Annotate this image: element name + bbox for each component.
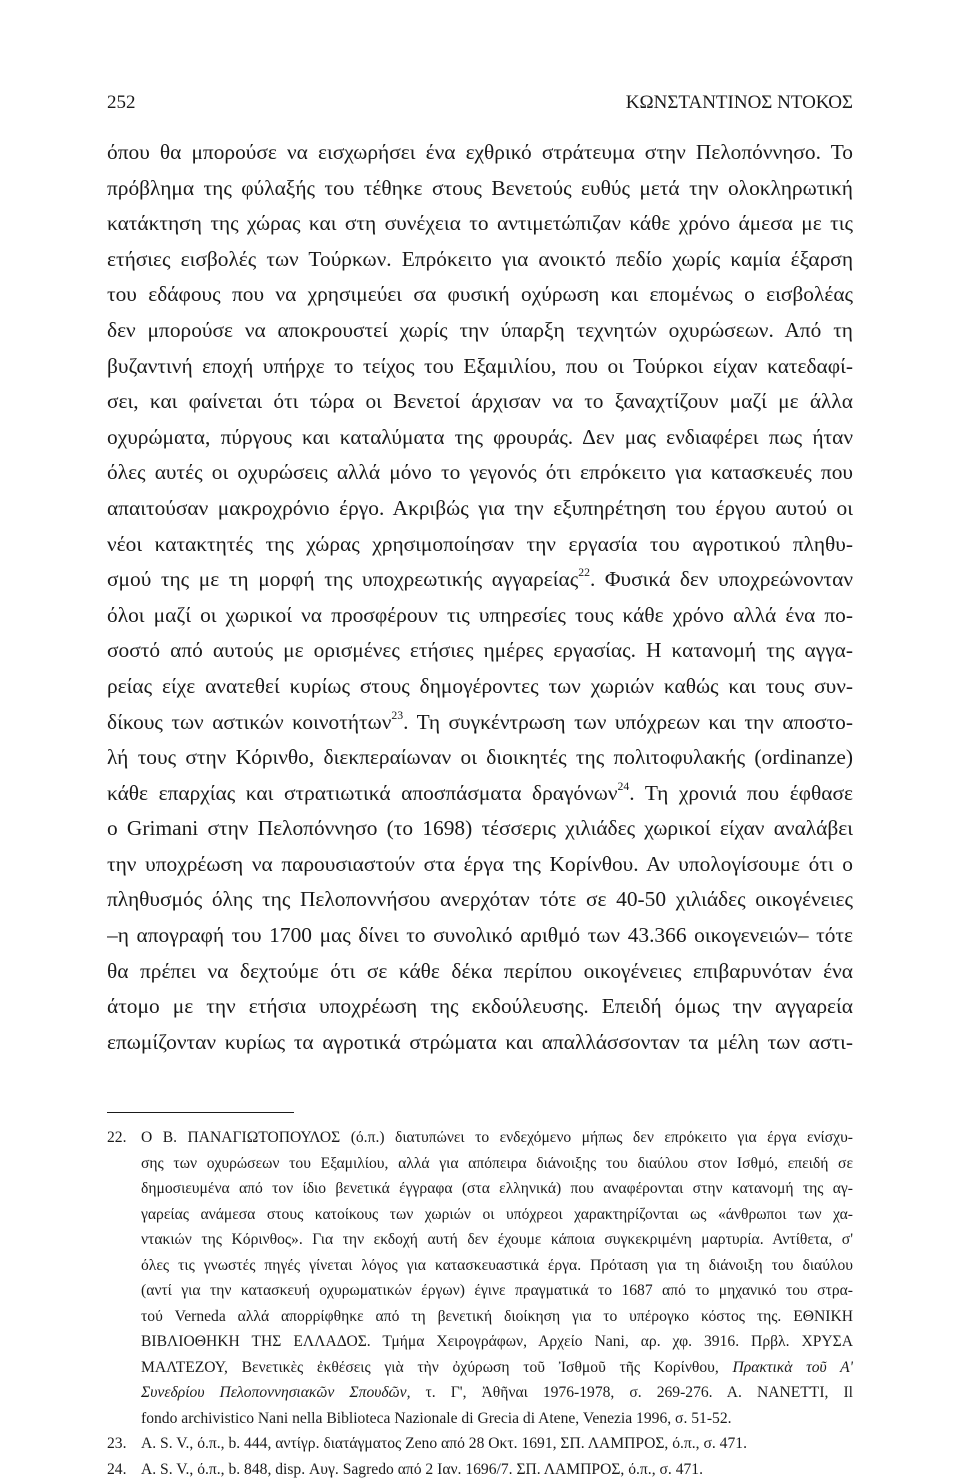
text-line: ετήσιες εισβολές των Τούρκων. Επρόκειτο για ανοικτό πεδίο χωρίς καμία έξαρση <box>107 242 853 278</box>
text-line <box>107 776 853 812</box>
footnote-line: γαρείας ανάμεσα στους κατοίκους των χωριών οι υπόχρεοι χαρακτηρίζονται ως «άνθρωποι των χα- <box>141 1202 853 1228</box>
footnote-line <box>141 1355 853 1381</box>
footnote-text <box>141 1457 853 1482</box>
text-line: σει, και φαίνεται ότι τώρα οι Βενετοί άρχισαν να το ξαναχτίζουν μαζί με άλλα <box>107 384 853 420</box>
text-line: απαιτούσαν μακροχρόνιο έργο. Ακριβώς για την εξυπηρέτηση του έργου αυτού οι <box>107 491 853 527</box>
footnote-line: ΒΙΒΛΙΟΘΗΚΗ ΤΗΣ ΕΛΛΑΔΟΣ. Τμήμα Χειρογράφων, Αρχείο Nani, αρ. χφ. 3916. Πρβλ. ΧΡΥΣΑ <box>141 1329 853 1355</box>
text-line: οχυρώματα, πύργους και καταλύματα της φρουράς. Δεν μας ενδιαφέρει πως ήταν <box>107 420 853 456</box>
footnote-ref-22[interactable]: 22 <box>578 566 590 579</box>
running-title: ΚΩΝΣΤΑΝΤΙΝΟΣ ΝΤΟΚΟΣ <box>626 92 853 114</box>
text-line <box>107 562 853 598</box>
text-line: νέοι κατακτητές της χώρας χρησιμοποίησαν την εργασία του αγροτικού πληθυ- <box>107 527 853 563</box>
footnote-line: όλες τις γνωστές πηγές γίνεται λόγος για κατασκευαστικά έργα. Πρόταση για τη διάνοιξη του διαύλου <box>141 1253 853 1279</box>
footnote-line: Ο Β. ΠΑΝΑΓΙΩΤΟΠΟΥΛΟΣ (ό.π.) διατυπώνει το ενδεχόμενο μήπως δεν επρόκειτο για έργα ενίσχυ- <box>141 1125 853 1151</box>
text-line: του εδάφους που να χρησιμεύει σα φυσική οχύρωση και επομένως ο εισβολέας <box>107 277 853 313</box>
text-line: λή τους στην Κόρινθο, διεκπεραίωναν οι διοικητές της πολιτοφυλακής (ordinanze) <box>107 740 853 776</box>
text-fragment: τ. Γ', Ἀθῆναι 1976-1978, σ. 269-276. Α. NANETTI, Il <box>410 1384 853 1401</box>
text-line: –η απογραφή του 1700 μας δίνει το συνολικό αριθμό των 43.366 οικογενειών– τότε <box>107 918 853 954</box>
footnote-line <box>141 1380 853 1406</box>
footnote-number: 24. <box>107 1457 141 1482</box>
text-line: την υποχρέωση να παρουσιαστούν στα έργα της Κορίνθου. Αν υπολογίσουμε ότι ο <box>107 847 853 883</box>
text-line: κατάκτηση της χώρας και στη συνέχεια το αντιμετώπιζαν κάθε χρόνο άμεσα με τις <box>107 206 853 242</box>
italic-title: Πρακτικὰ τοῦ Α' <box>732 1359 853 1376</box>
footnote-line: A. S. V., ό.π., b. 444, αντίγρ. διατάγματος Zeno από 28 Οκτ. 1691, ΣΠ. ΛΑΜΠΡΟΣ, ό.π., σ. 471. <box>141 1431 853 1457</box>
footnote-line: τού Verneda αλλά απορρίφθηκε από τη βενετική διοίκηση για το υπέρογκο κόστος της. ΕΘΝΙΚΗ <box>141 1304 853 1330</box>
footnote-text <box>141 1125 853 1431</box>
text-line: όλοι μαζί οι χωρικοί να προσφέρουν τις υπηρεσίες τους κάθε χρόνο αλλά ένα πο- <box>107 598 853 634</box>
footnote-number: 23. <box>107 1431 141 1457</box>
footnote-24 <box>107 1457 853 1482</box>
text-fragment: . Φυσικά δεν υποχρεώνονταν <box>590 567 853 591</box>
text-line: ρείας είχε ανατεθεί κυρίως στους δημογέροντες των χωριών καθώς και τους συν- <box>107 669 853 705</box>
footnotes <box>107 1125 853 1482</box>
text-fragment: δίκους των αστικών κοινοτήτων <box>107 710 391 734</box>
text-line: όπου θα μπορούσε να εισχωρήσει ένα εχθρικό στράτευμα στην Πελοπόννησο. Το <box>107 135 853 171</box>
text-line: ο Grimani στην Πελοπόννησο (το 1698) τέσσερις χιλιάδες χωρικοί είχαν αναλάβει <box>107 811 853 847</box>
text-fragment: κάθε επαρχίας και στρατιωτικά αποσπάσματα δραγόνων <box>107 781 618 805</box>
text-line: θα πρέπει να δεχτούμε ότι σε κάθε δέκα περίπου οικογένειες επιβαρυνόταν ένα <box>107 954 853 990</box>
text-line: σοστό από αυτούς με ορισμένες ετήσιες ημέρες εργασίας. Η κατανομή της αγγα- <box>107 633 853 669</box>
text-fragment: . Τη συγκέντρωση των υπόχρεων και την αποστο- <box>403 710 853 734</box>
footnote-line: δημοσιευμένα από τον ίδιο βενετικά έγγραφα (στα ελληνικά) που αναφέρονται στην κατανομή της αγ- <box>141 1176 853 1202</box>
text-line: βυζαντινή εποχή υπήρχε το τείχος του Εξαμιλίου, που οι Τούρκοι είχαν κατεδαφί- <box>107 349 853 385</box>
footnote-line: (αντί για την κατασκευή οχυρωματικών έργων) έγινε πραγματικά το 1687 από το μηχανικό του στρα- <box>141 1278 853 1304</box>
footnote-line: A. S. V., ό.π., b. 848, disp. Αυγ. Sagredo από 2 Ιαν. 1696/7. ΣΠ. ΛΑΜΠΡΟΣ, ό.π., σ. 471. <box>141 1457 853 1482</box>
italic-title: Συνεδρίου Πελοποννησιακῶν Σπουδῶν, <box>141 1384 410 1401</box>
text-fragment: ΜΑΛΤΕΖΟΥ, Βενετικὲς ἐκθέσεις γιὰ τὴν ὀχύρωση τοῦ Ἰσθμοῦ τῆς Κορίνθου, <box>141 1359 719 1376</box>
footnote-22 <box>107 1125 853 1431</box>
footnote-line: fondo archivistico Nani nella Biblioteca Nazionale di Grecia di Atene, Venezia 1996, σ. 51-52. <box>141 1406 853 1432</box>
page-header <box>107 92 853 114</box>
text-fragment: . Τη χρονιά που έφθασε <box>629 781 853 805</box>
footnote-ref-24[interactable]: 24 <box>618 780 630 793</box>
page-number: 252 <box>107 92 136 114</box>
text-line: δεν μπορούσε να αποκρουστεί χωρίς την ύπαρξη τεχνητών οχυρώσεων. Από τη <box>107 313 853 349</box>
text-line <box>107 705 853 741</box>
footnote-line: σης των οχυρώσεων του Εξαμιλίου, αλλά για απόπειρα διάνοιξης του διαύλου στον Ισθμό, επειδή σε <box>141 1151 853 1177</box>
footnote-number: 22. <box>107 1125 141 1431</box>
text-line: άτομο με την ετήσια υποχρέωση της εκδούλευσης. Επειδή όμως την αγγαρεία <box>107 989 853 1025</box>
text-fragment: σμού της με τη μορφή της υποχρεωτικής αγγαρείας <box>107 567 578 591</box>
text-line: πληθυσμός όλης της Πελοποννήσου ανερχόταν τότε σε 40-50 χιλιάδες οικογένειες <box>107 882 853 918</box>
text-line: επωμίζονταν κυρίως τα αγροτικά στρώματα και απαλλάσσονταν τα μέλη των αστι- <box>107 1025 853 1061</box>
footnote-divider <box>107 1112 294 1113</box>
footnote-line: ντακιών της Κόρινθος». Για την εκδοχή αυτή δεν έχουμε κάποια συγκεκριμένη μαρτυρία. Αντίθετα, σ' <box>141 1227 853 1253</box>
footnote-23 <box>107 1431 853 1457</box>
footnote-text <box>141 1431 853 1457</box>
text-line: όλες αυτές οι οχυρώσεις αλλά μόνο το γεγονός ότι επρόκειτο για κατασκευές που <box>107 455 853 491</box>
text-line: πρόβλημα της φύλαξής του τέθηκε στους Βενετούς ευθύς μετά την ολοκληρωτική <box>107 171 853 207</box>
main-text <box>107 135 853 1060</box>
footnote-ref-23[interactable]: 23 <box>391 709 403 722</box>
